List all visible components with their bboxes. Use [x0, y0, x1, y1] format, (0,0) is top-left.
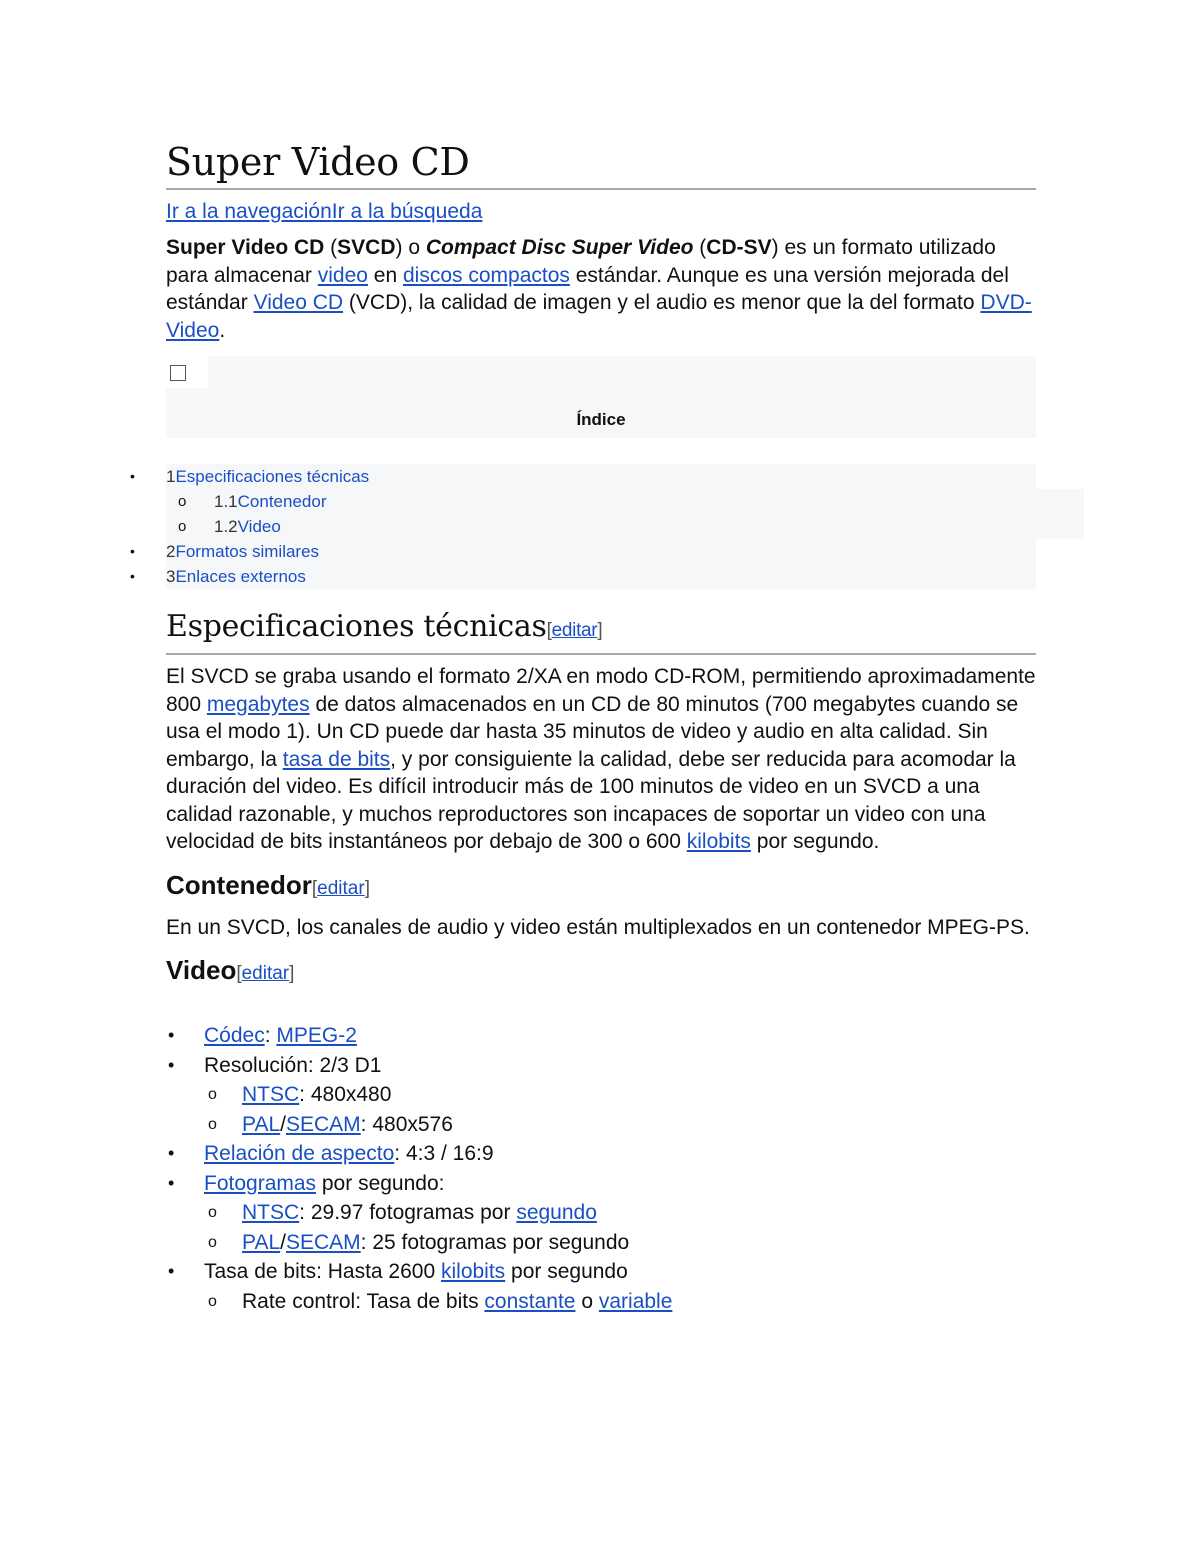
paragraph-text: , y por consiguiente la calidad, debe ser reducida para acomodar la duración del video. Es difícil introducir más de 100 minutos de video en un SVCD a una calidad razonable, y muchos reproductores son incapaces de soportar un video con una velocidad de bits instantáneos por debajo de 300 o 600 — [166, 747, 1016, 853]
toc-item[interactable] — [166, 514, 1084, 539]
toc-item[interactable] — [130, 564, 1036, 589]
section-heading-video — [166, 953, 1036, 991]
checkbox-icon[interactable] — [170, 365, 186, 381]
item-text: Rate control: Tasa de bits — [242, 1289, 485, 1313]
intro-text: ( — [324, 236, 338, 259]
list-item — [166, 1169, 1036, 1199]
bullet-disc-icon: • — [168, 1261, 175, 1281]
mpeg2-link[interactable]: MPEG-2 — [276, 1024, 357, 1047]
section1-paragraph — [166, 663, 1036, 856]
edit-section-link[interactable]: [editar] — [236, 963, 295, 984]
section2-paragraph: En un SVCD, los canales de audio y video están multiplexados en un contenedor MPEG-PS. — [166, 915, 1030, 939]
bullet-circle-icon: o — [208, 1204, 217, 1221]
intro-text: estándar. Aunque es una versión mejorada del estándar — [166, 263, 1009, 314]
list-item — [166, 1051, 1036, 1081]
segundo-link[interactable]: segundo — [516, 1201, 597, 1224]
intro-bold-abbr: SVCD — [337, 236, 396, 259]
toc-item[interactable] — [130, 539, 1036, 564]
intro-text: en — [367, 263, 403, 287]
item-text: : 480x480 — [299, 1083, 392, 1106]
pal-link[interactable]: PAL — [242, 1112, 281, 1136]
paragraph-text: de datos almacenados en un CD de 80 minutos (700 megabytes cuando se usa el modo 1). Un CD puede dar hasta 35 minutos de video y audio en alta calidad. Sin embargo, la — [166, 692, 1019, 771]
bullet-disc-icon: • — [130, 543, 135, 559]
bullet-circle-icon: o — [208, 1086, 217, 1103]
toc-box — [166, 356, 1036, 438]
item-text: Resolución: 2/3 D1 — [204, 1053, 382, 1077]
toc-number: 2 — [166, 542, 176, 561]
edit-link[interactable]: editar — [551, 620, 598, 641]
video-cd-link[interactable]: Video CD — [253, 291, 344, 314]
intro-paragraph — [166, 234, 1036, 344]
paragraph-text: por segundo. — [750, 830, 880, 853]
item-text: : — [264, 1024, 277, 1047]
intro-text: . — [219, 318, 226, 342]
intro-bold-title: Super Video CD — [166, 236, 325, 259]
toc-number: 1.1 — [214, 492, 238, 511]
edit-link[interactable]: editar — [241, 963, 290, 984]
bullet-circle-icon: o — [208, 1233, 217, 1251]
constante-link[interactable]: constante — [484, 1289, 576, 1313]
intro-text: ( — [693, 236, 707, 259]
toc-link[interactable]: Video — [237, 517, 281, 536]
megabytes-link[interactable]: megabytes — [206, 692, 310, 716]
toc-number: 1 — [166, 467, 176, 486]
toc-list — [130, 464, 1036, 589]
toc-item[interactable] — [130, 464, 1036, 489]
list-item — [166, 1110, 1036, 1140]
item-text: / — [280, 1230, 286, 1254]
tasa-de-bits-link[interactable]: tasa de bits — [282, 747, 391, 771]
intro-text: ) o — [395, 236, 426, 259]
item-text: : 4:3 / 16:9 — [394, 1142, 494, 1165]
item-text: o — [575, 1289, 599, 1313]
item-text: por segundo: — [316, 1171, 445, 1195]
item-text: / — [280, 1112, 286, 1136]
ntsc-link[interactable]: NTSC — [242, 1083, 300, 1106]
bullet-disc-icon: • — [168, 1172, 175, 1193]
item-text: Tasa de bits: Hasta 2600 — [204, 1260, 441, 1283]
bullet-disc-icon: • — [168, 1054, 175, 1075]
bullet-circle-icon: o — [178, 493, 187, 510]
intro-bold-abbr: CD-SV — [706, 236, 772, 259]
intro-text: (VCD), la calidad de imagen y el audio es menor que la del formato — [343, 291, 981, 314]
discos-compactos-link[interactable]: discos compactos — [402, 263, 570, 287]
variable-link[interactable]: variable — [598, 1289, 673, 1313]
section-heading-especificaciones — [166, 607, 1036, 655]
article-content — [130, 138, 1036, 1316]
intro-text: ) es un formato utilizado para almacenar — [166, 236, 996, 287]
edit-section-link[interactable]: [editar] — [546, 620, 603, 641]
bullet-disc-icon: • — [130, 568, 135, 584]
codec-link[interactable]: Códec — [204, 1024, 265, 1047]
toc-link[interactable]: Especificaciones técnicas — [175, 467, 370, 486]
list-item — [166, 1139, 1036, 1169]
list-item — [166, 1228, 1036, 1258]
fotogramas-link[interactable]: Fotogramas — [204, 1171, 317, 1195]
edit-link[interactable]: editar — [317, 877, 365, 899]
video-link[interactable]: video — [317, 263, 368, 287]
kilobits-link[interactable]: kilobits — [686, 830, 751, 853]
paragraph-text: El SVCD se graba usando el formato 2/XA en modo CD-ROM, permitiendo aproximadamente 800 — [166, 665, 1036, 716]
list-item — [166, 1021, 1036, 1051]
list-item — [166, 1257, 1036, 1287]
toc-item[interactable] — [166, 489, 1084, 514]
pal-link[interactable]: PAL — [242, 1230, 281, 1254]
jump-to-search-link[interactable]: Ir a la búsqueda — [331, 200, 483, 223]
toc-link[interactable]: Enlaces externos — [175, 567, 306, 586]
toc-link[interactable]: Contenedor — [237, 492, 327, 511]
video-specs-list — [166, 1021, 1036, 1316]
bullet-circle-icon: o — [178, 518, 187, 535]
section-heading-text: Video — [166, 955, 237, 985]
section-heading-text: Contenedor — [166, 869, 312, 900]
toc-link[interactable]: Formatos similares — [175, 542, 320, 561]
intro-bold-italic: Compact Disc Super Video — [425, 236, 694, 259]
toc-number: 1.2 — [214, 517, 238, 536]
bullet-circle-icon: o — [208, 1292, 217, 1310]
bullet-disc-icon: • — [168, 1143, 175, 1163]
kilobits-link[interactable]: kilobits — [440, 1260, 506, 1283]
item-text: : 480x576 — [360, 1112, 453, 1136]
list-item — [166, 1080, 1036, 1110]
bullet-disc-icon: • — [130, 468, 135, 484]
list-item — [166, 1287, 1036, 1317]
item-text: : 25 fotogramas por segundo — [360, 1230, 630, 1254]
relacion-de-aspecto-link[interactable]: Relación de aspecto — [204, 1142, 395, 1165]
ntsc-link[interactable]: NTSC — [242, 1201, 300, 1224]
secam-link[interactable]: SECAM — [285, 1230, 361, 1254]
toc-title: Índice — [576, 410, 626, 429]
toc-toggle[interactable] — [166, 356, 208, 388]
item-text: : 29.97 fotogramas por — [299, 1201, 517, 1224]
jump-links — [166, 198, 1036, 226]
bullet-circle-icon: o — [208, 1115, 217, 1133]
edit-section-link[interactable]: [editar] — [311, 877, 370, 899]
jump-to-navigation-link[interactable]: Ir a la navegación — [166, 200, 332, 223]
list-item — [166, 1198, 1036, 1228]
dvd-video-link[interactable]: DVD-Video — [166, 291, 1032, 342]
item-text: por segundo — [505, 1260, 628, 1283]
section-heading-contenedor — [166, 868, 1036, 906]
page-title: Super Video CD — [166, 138, 1036, 190]
secam-link[interactable]: SECAM — [285, 1112, 361, 1136]
bullet-disc-icon: • — [168, 1025, 175, 1045]
toc-number: 3 — [166, 567, 176, 586]
section-heading-text: Especificaciones técnicas — [166, 609, 547, 644]
